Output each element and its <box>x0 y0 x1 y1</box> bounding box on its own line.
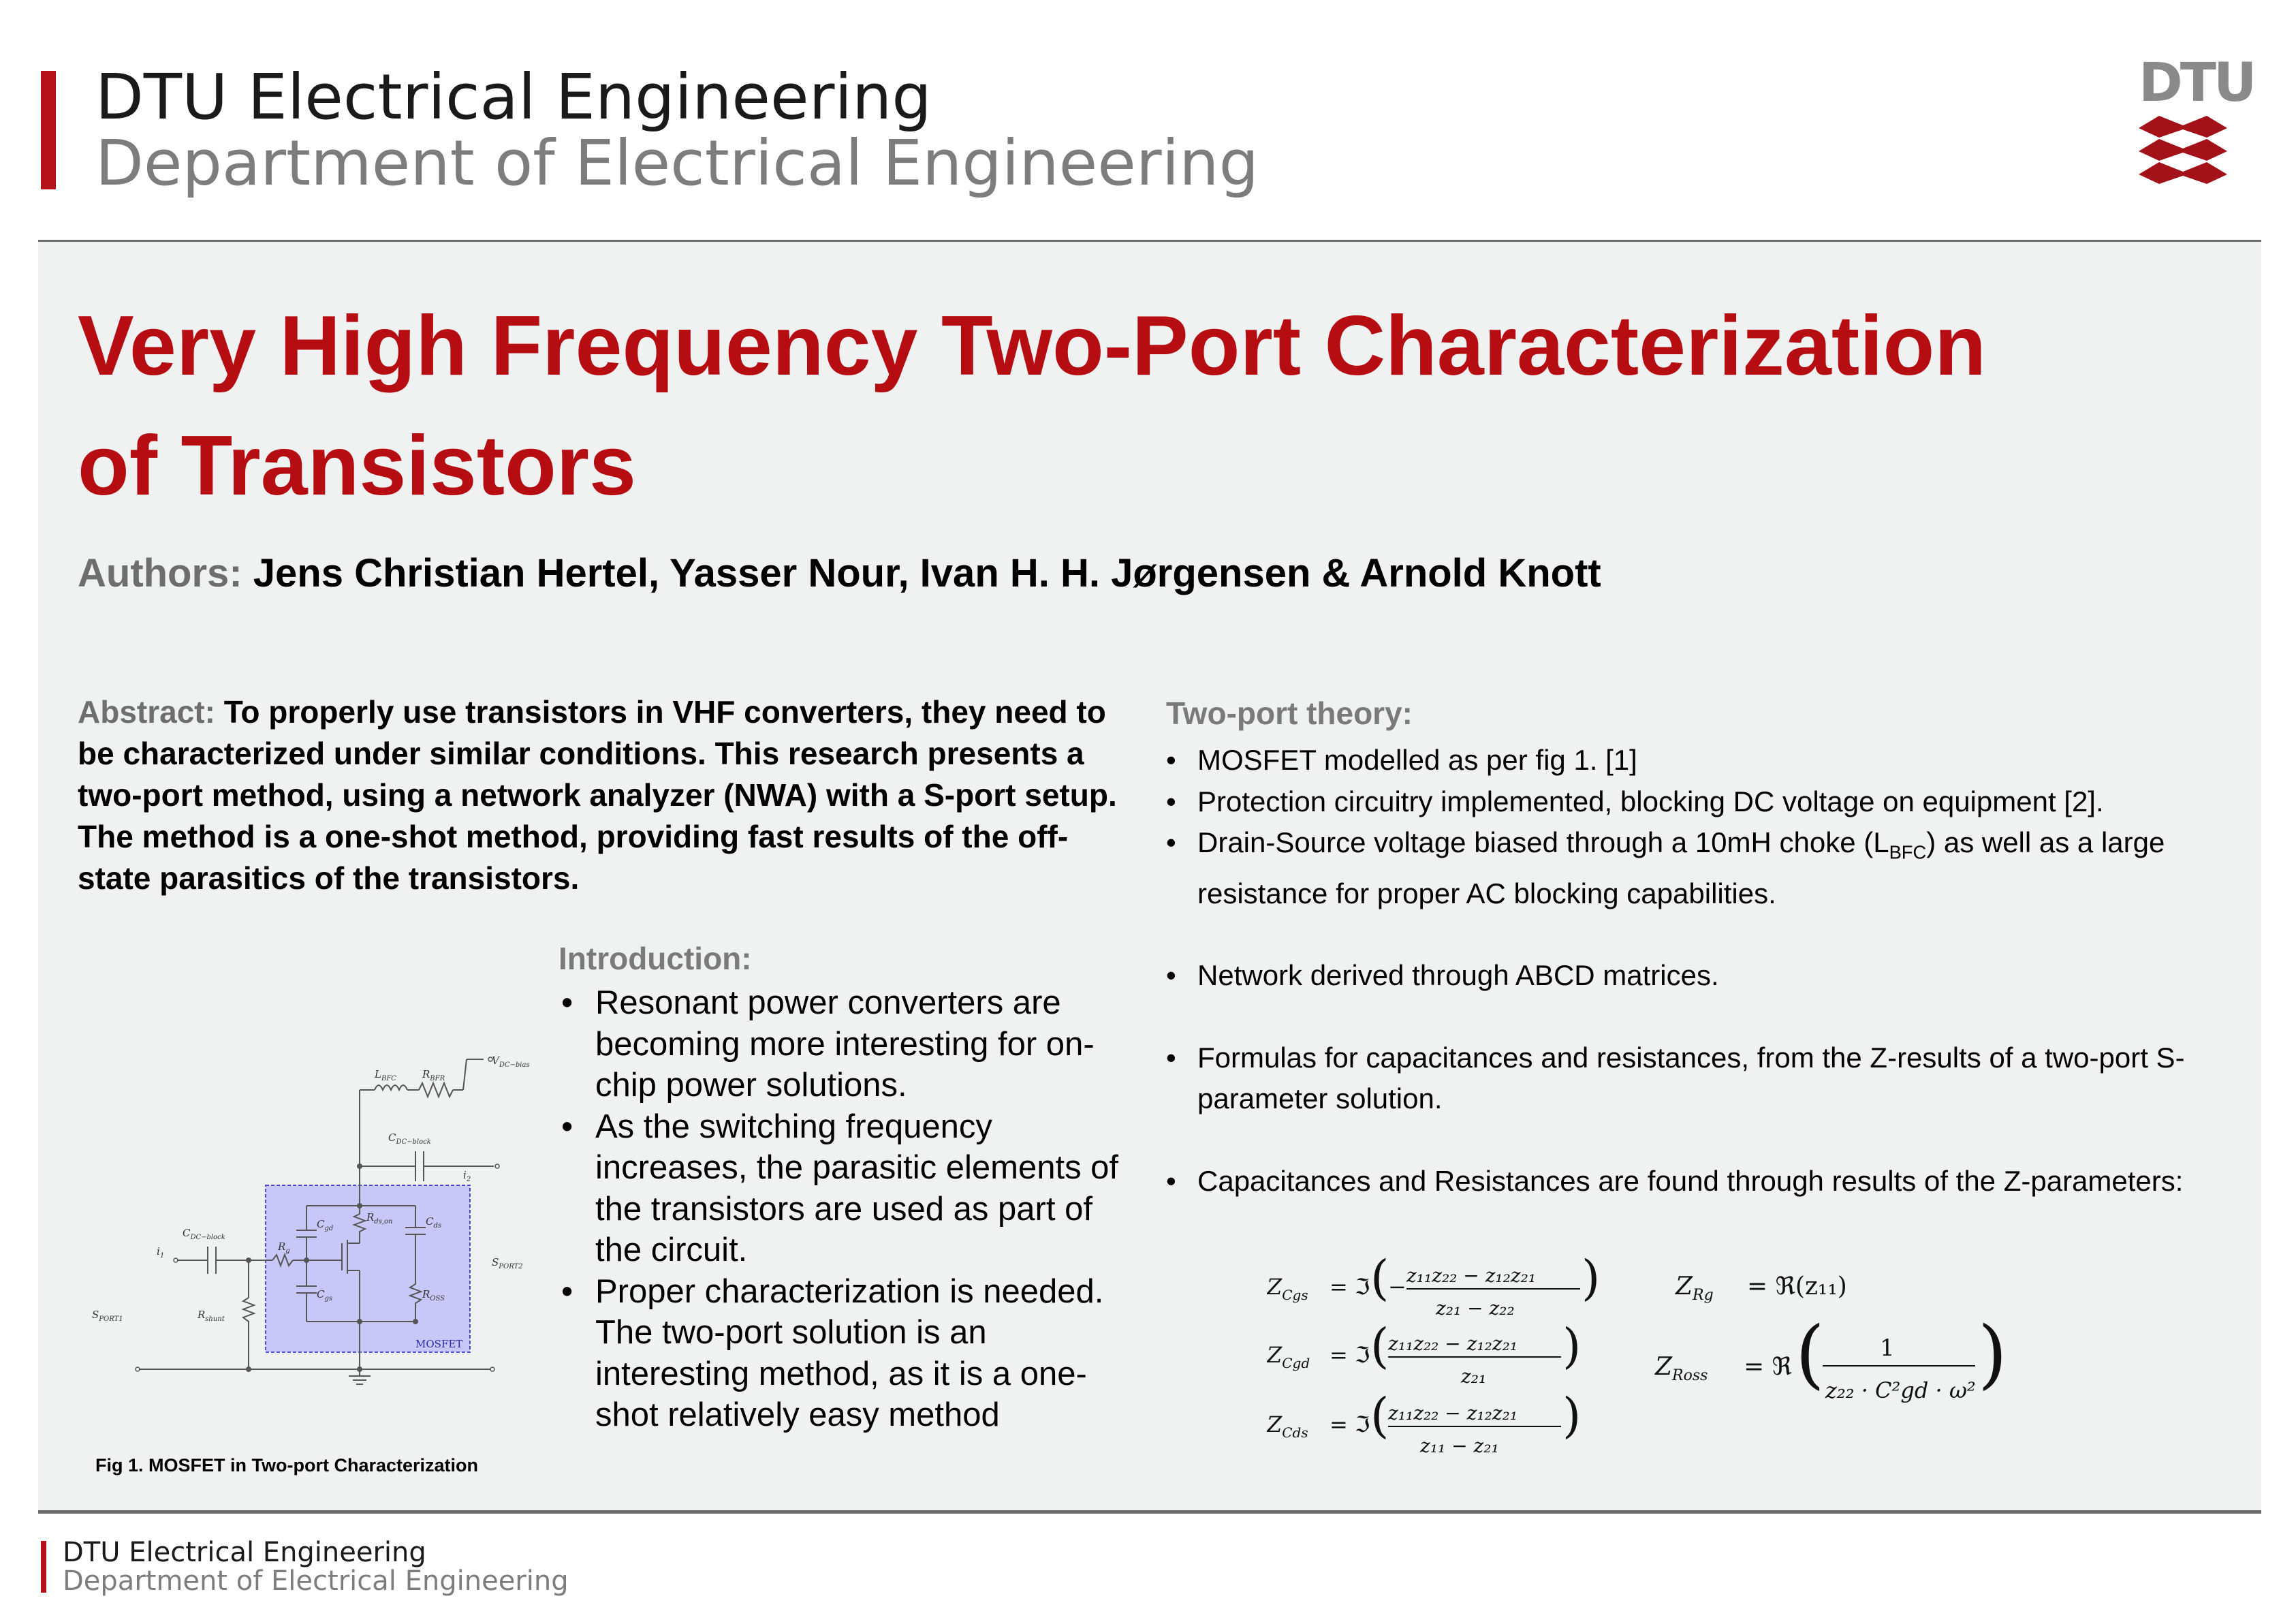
svg-text:z₁₁z₂₂ − z₁₂z₂₁: z₁₁z₂₂ − z₁₂z₂₁ <box>1388 1332 1518 1355</box>
list-item: • MOSFET modelled as per fig 1. [1] <box>1166 740 2249 781</box>
footer-red-bar <box>41 1541 46 1593</box>
svg-text:(: ( <box>1370 1388 1389 1443</box>
svg-text:Rshunt: $R_{shunt}$ <box>198 1309 225 1323</box>
svg-text:= ℜ(z₁₁): = ℜ(z₁₁) <box>1747 1272 1847 1300</box>
svg-text:1: 1 <box>1880 1334 1895 1362</box>
dtu-logo <box>2139 52 2254 185</box>
svg-text:ZCgd: $Z_{Cgd}$ <box>1267 1342 1310 1371</box>
svg-text:= ℑ: = ℑ <box>1330 1411 1370 1437</box>
introduction-list <box>559 982 1137 1436</box>
svg-text:CDC−block: $C_{DC-block}$ <box>388 1131 431 1146</box>
svg-text:ZCds: $Z_{Cds}$ <box>1267 1411 1308 1441</box>
introduction-section <box>559 940 1137 1436</box>
theory-heading: Two-port theory: <box>1166 696 1413 731</box>
svg-text:RBFR: $R_{BFR}$ <box>422 1068 445 1082</box>
svg-text:z₁₁z₂₂ − z₁₂z₂₁: z₁₁z₂₂ − z₁₂z₂₁ <box>1406 1264 1537 1287</box>
svg-text:Rg: $R_g$ <box>278 1240 290 1255</box>
authors-label: Authors: <box>78 551 242 595</box>
header-title: DTU Electrical Engineering <box>95 61 932 134</box>
poster-title <box>78 286 2121 526</box>
dtu-logo-mark-icon <box>2139 116 2227 184</box>
list-item: • Network derived through ABCD matrices. <box>1166 955 2249 997</box>
svg-text:): ) <box>1562 1318 1582 1374</box>
svg-text:z₂₂ · C²gd · ω²: z₂₂ · C²gd · ω² <box>1825 1377 1976 1403</box>
bottom-divider <box>38 1510 2261 1514</box>
svg-text:(: ( <box>1370 1253 1389 1306</box>
introduction-heading: Introduction: <box>559 941 752 976</box>
svg-text:): ) <box>1978 1310 2007 1397</box>
svg-text:(: ( <box>1370 1318 1389 1374</box>
svg-text:= ℜ: = ℜ <box>1744 1353 1792 1381</box>
svg-text:Cds: $C_{ds}$ <box>426 1215 442 1230</box>
dtu-logo-text: DTU <box>2139 52 2254 114</box>
svg-text:Cgs: $C_{gs}$ <box>317 1288 333 1302</box>
mosfet-box <box>266 1185 470 1352</box>
svg-text:ROSS: $R_{OSS}$ <box>422 1288 445 1302</box>
svg-text:z₁₁z₂₂ − z₁₂z₂₁: z₁₁z₂₂ − z₁₂z₂₁ <box>1388 1402 1518 1424</box>
svg-text:z₂₁: z₂₁ <box>1461 1365 1487 1388</box>
svg-text:(: ( <box>1795 1310 1825 1397</box>
mosfet-label: MOSFET <box>415 1338 463 1350</box>
svg-text:Rds,on: $R_{ds,on}$ <box>366 1211 393 1225</box>
list-item: • Formulas for capacitances and resistances, from the Z-results of a two-port S-parameter solution. <box>1166 1037 2249 1120</box>
list-item: • As the switching frequency increases, the parasitic elements of the transistors are used as part of the circuit. <box>559 1106 1137 1271</box>
list-item: • Protection circuitry implemented, blocking DC voltage on equipment [2]. <box>1166 781 2249 823</box>
header-subtitle: Department of Electrical Engineering <box>95 127 1259 200</box>
svg-text:= ℑ: = ℑ <box>1330 1274 1370 1300</box>
footer-title: DTU Electrical Engineering <box>63 1537 426 1568</box>
abstract-text: To properly use transistors in VHF converters, they need to be characterized under similar conditions. This research presents a two-port method, using a network analyzer (NWA) with a S-port setup. The method is a one-shot method, providing fast results of the off-state parasitics of the transistors. <box>78 694 1117 896</box>
figure-caption: Fig 1. MOSFET in Two-port Characterization <box>95 1455 479 1475</box>
abstract-label: Abstract: <box>78 694 215 730</box>
authors-names: Jens Christian Hertel, Yasser Nour, Ivan H. H. Jørgensen & Arnold Knott <box>253 551 1601 595</box>
mosfet-circuit-diagram <box>75 1035 552 1390</box>
theory-list <box>1166 740 2249 1202</box>
list-item: • Resonant power converters are becoming more interesting for on-chip power solutions. <box>559 982 1137 1106</box>
list-item: • Drain-Source voltage biased through a 10mH choke $(L_{BFC})$ as well as a large resistance for proper AC blocking capabilities. <box>1166 822 2249 914</box>
svg-text:Cgd: $C_{gd}$ <box>317 1218 334 1232</box>
svg-text:SPORT2: $S_{PORT2}$ <box>492 1256 523 1270</box>
svg-text:SPORT1: $S_{PORT1}$ <box>92 1309 123 1323</box>
impedance-formulas <box>1267 1253 2050 1458</box>
poster-title-line1: Very High Frequency Two-Port Characterization <box>78 299 1987 393</box>
footer-subtitle: Department of Electrical Engineering <box>63 1565 569 1597</box>
svg-text:LBFC: $L_{BFC}$ <box>375 1068 396 1082</box>
svg-text:i2: $i_2$ <box>463 1169 471 1183</box>
svg-text:ZRoss: $Z_{Ross}$ <box>1655 1353 1708 1384</box>
svg-text:VDC−bias: $V_{DC-bias}$ <box>492 1055 530 1069</box>
svg-text:z₂₁ − z₂₂: z₂₁ − z₂₂ <box>1436 1297 1515 1320</box>
svg-text:): ) <box>1562 1388 1582 1443</box>
two-port-theory-section <box>1166 695 2249 1202</box>
abstract <box>78 691 1140 899</box>
svg-text:= ℑ: = ℑ <box>1330 1342 1370 1368</box>
svg-text:): ) <box>1582 1253 1601 1306</box>
list-item: • Proper characterization is needed. The two-port solution is an interesting method, as it is a one-shot relatively easy method <box>559 1271 1137 1436</box>
svg-text:ZCgs: $Z_{Cgs}$ <box>1267 1274 1308 1303</box>
authors-line <box>78 550 1601 596</box>
list-item: • Capacitances and Resistances are found through results of the Z-parameters: <box>1166 1161 2249 1202</box>
svg-text:ZRg: $Z_{Rg}$ <box>1676 1272 1714 1304</box>
svg-text:CDC−block: $C_{DC-block}$ <box>183 1227 225 1241</box>
header-red-bar <box>41 71 56 189</box>
svg-text:z₁₁ − z₂₁: z₁₁ − z₂₁ <box>1420 1435 1499 1457</box>
svg-text:−: − <box>1388 1274 1406 1300</box>
poster-title-line2: of Transistors <box>78 419 636 513</box>
svg-text:i1: $i_1$ <box>157 1245 165 1260</box>
